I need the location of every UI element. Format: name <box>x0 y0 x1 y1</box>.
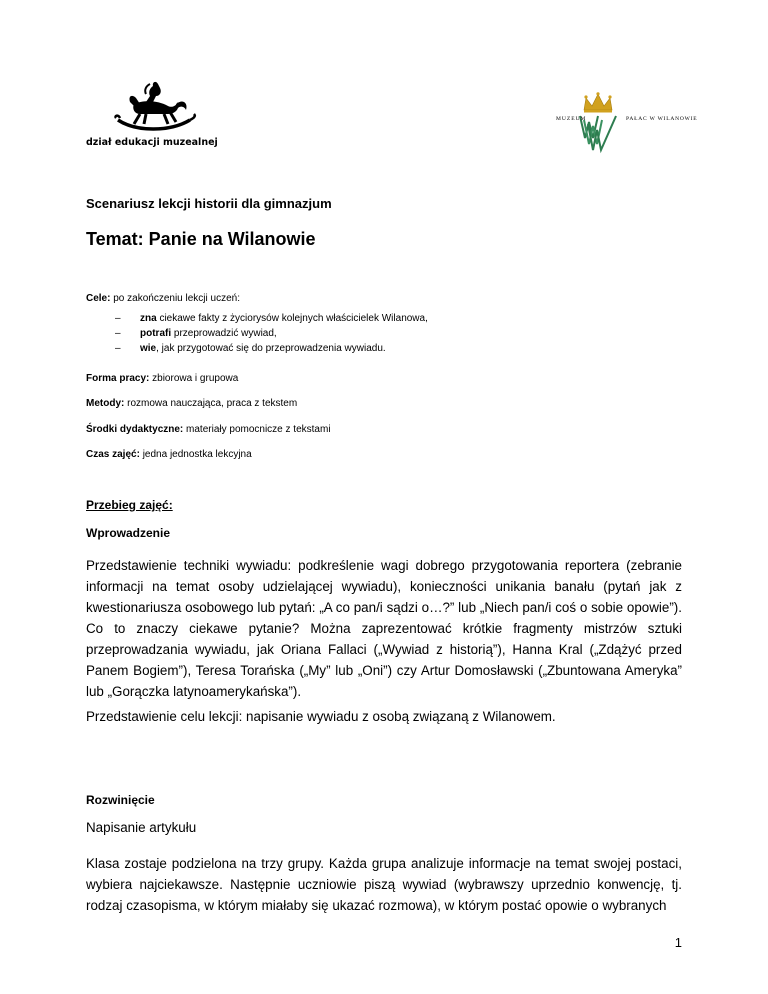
museum-label: MUZEUM <box>556 116 587 122</box>
goals-heading <box>86 293 240 304</box>
list-item <box>86 341 428 356</box>
introduction-heading: Wprowadzenie <box>86 526 171 540</box>
lesson-course-heading: Przebieg zajęć: <box>86 498 173 512</box>
lesson-goal-paragraph: Przedstawienie celu lekcji: napisanie wywiadu z osobą związaną z Wilanowem. <box>86 709 556 724</box>
methods-label: Metody: <box>86 398 125 409</box>
logo-caption: dział edukacji muzealnej <box>86 137 218 148</box>
article-writing-subheading: Napisanie artykułu <box>86 820 197 835</box>
lesson-title: Temat: Panie na Wilanowie <box>86 229 316 249</box>
teaching-aids-line <box>86 424 331 435</box>
list-item <box>86 326 428 341</box>
goals-list <box>86 311 428 356</box>
introduction-paragraph: Przedstawienie techniki wywiadu: podkreślenie wagi dobrego przygotowania reportera (zebranie informacji na temat osoby udzielającej wywiadu), konieczności unikania banału (pytań jak z kwestionariusza osobowego lub pytań: „A co pan/i sądzi o…?” lub „Niech pan/i coś o sobie opowie”). Co to znaczy ciekawe pytanie? Można zaprezentować krótkie fragmenty mistrzów sztuki przeprowadzania wywiadu, jak Oriana Fallaci („Wywiad z historią”), Hanna Kral („Zdążyć przed Panem Bogiem”), Teresa Torańska („My” lub „Oni”) czy Artur Domosławski („Zbuntowana Ameryka” lub „Gorączka latynoamerykańska”). <box>86 558 682 699</box>
crown-www-emblem-icon <box>556 92 678 154</box>
development-heading: Rozwinięcie <box>86 793 155 807</box>
wilanow-palace-museum-logo <box>556 92 698 154</box>
list-dash: – <box>115 343 121 354</box>
goal-text: przeprowadzić wywiad, <box>171 328 277 339</box>
goal-keyword: potrafi <box>140 328 172 339</box>
work-form-line <box>86 373 238 384</box>
duration-label: Czas zajęć: <box>86 449 140 460</box>
goal-keyword: wie <box>140 343 157 354</box>
page-number: 1 <box>674 935 682 950</box>
goal-text: , jak przygotować się do przeprowadzenia wywiadu. <box>156 343 386 354</box>
list-dash: – <box>115 313 121 324</box>
palace-label: PAŁAC W WILANOWIE <box>626 116 698 122</box>
rocking-horse-icon <box>106 80 198 138</box>
methods-line <box>86 398 297 409</box>
duration-value: jedna jednostka lekcyjna <box>139 449 252 460</box>
work-form-label: Forma pracy: <box>86 373 150 384</box>
group-work-paragraph: Klasa zostaje podzielona na trzy grupy. Każda grupa analizuje informacje na temat swojej postaci, wybiera najciekawsze. Następnie uczniowie piszą wywiad (wybrawszy uprzednio konwencję, tj. rodzaj czasopisma, w którym miałaby się ukazać rozmowa), w którym postać opowie o wybranych <box>86 856 682 913</box>
education-department-logo <box>86 80 216 150</box>
goals-intro: po zakończeniu lekcji uczeń: <box>110 293 240 304</box>
goal-keyword: zna <box>140 313 157 324</box>
list-dash: – <box>115 328 121 339</box>
teaching-aids-label: Środki dydaktyczne: <box>86 424 184 435</box>
list-item <box>86 311 428 326</box>
teaching-aids-value: materiały pomocnicze z tekstami <box>183 424 331 435</box>
goals-label: Cele: <box>86 293 111 304</box>
work-form-value: zbiorowa i grupowa <box>149 373 239 384</box>
duration-line <box>86 449 252 460</box>
goal-text: ciekawe fakty z życiorysów kolejnych właścicielek Wilanowa, <box>156 313 428 324</box>
methods-value: rozmowa nauczająca, praca z tekstem <box>124 398 298 409</box>
scenario-subtitle: Scenariusz lekcji historii dla gimnazjum <box>86 196 332 211</box>
